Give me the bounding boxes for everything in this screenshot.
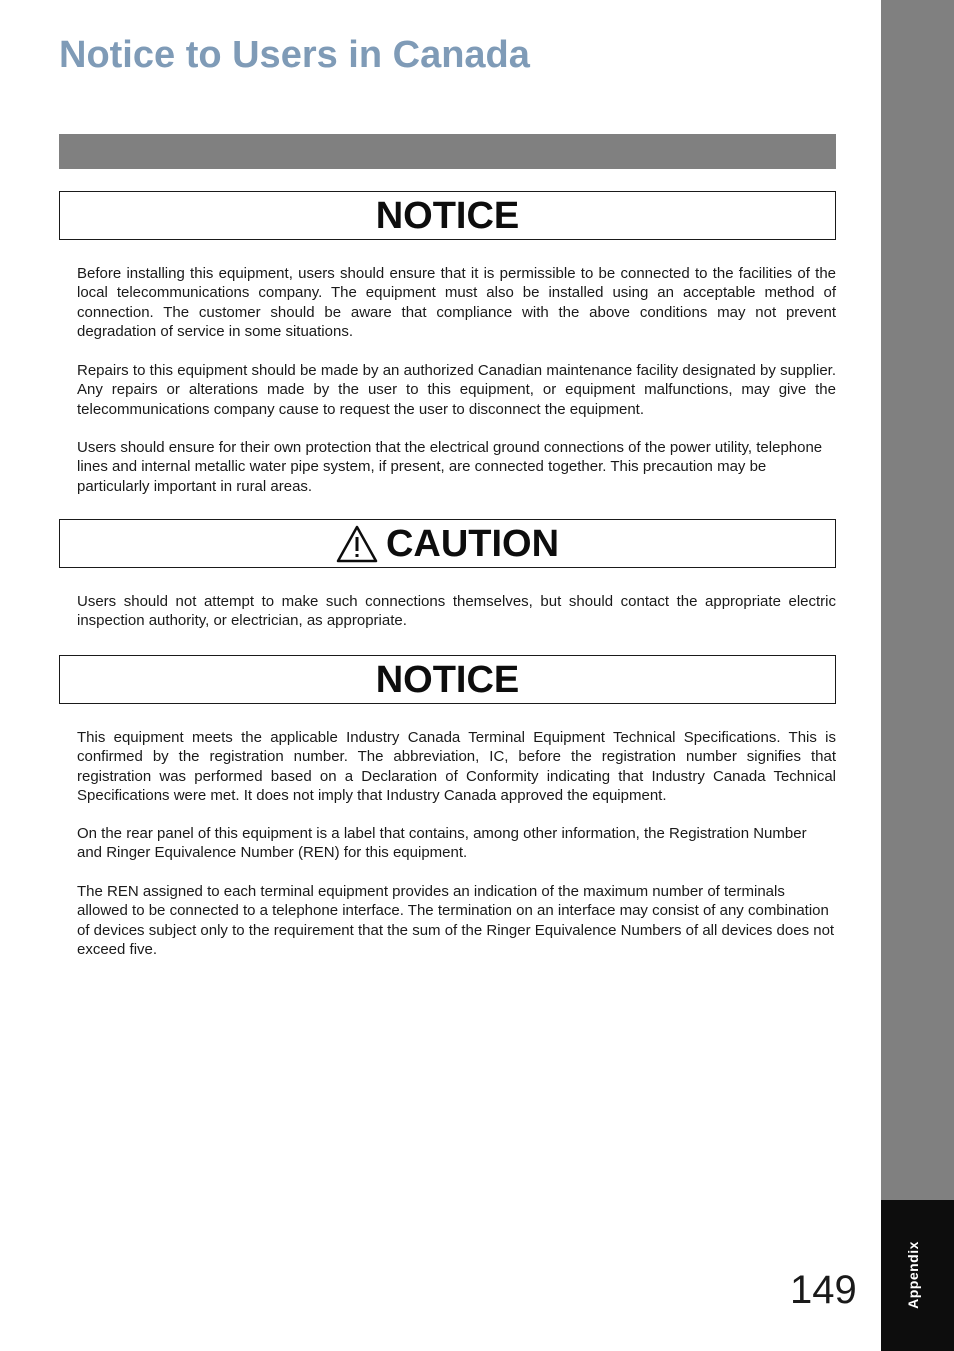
side-tab-label: Appendix: [905, 1241, 921, 1309]
notice1-paragraph-3: Users should ensure for their own protection that the electrical ground connections of the power utility, telephone lines and internal metallic water pipe system, if present, are connected together. This precaution may be particularly important in rural areas.: [77, 439, 823, 495]
page-number: 149: [790, 1268, 857, 1312]
page-title: Notice to Users in Canada: [59, 34, 530, 76]
notice-heading-2: NOTICE: [375, 658, 520, 701]
notice1-paragraph-2: Repairs to this equipment should be made by an authorized Canadian maintenance facility designated by supplier. Any repairs or alterations made by the user to this equipment, or equipment malfunctions, may give the telecommunications company cause to request the user to disconnect the equipment.: [77, 362, 836, 418]
notice1-paragraph-1: Before installing this equipment, users should ensure that it is permissible to be connected to the facilities of the local telecommunications company. The equipment must also be installed using an acceptable method of connection. The customer should be aware that compliance with the above conditions may not prevent degradation of service in some situations.: [77, 265, 836, 340]
notice-heading-1: NOTICE: [375, 194, 520, 237]
notice2-paragraph-3: The REN assigned to each terminal equipment provides an indication of the maximum number of terminals allowed to be connected to a telephone interface. The termination on an interface may consist of any combination of devices subject only to the requirement that the sum of the Ringer Equivalence Numbers of all devices does not exceed five.: [77, 883, 835, 958]
caution-heading: CAUTION: [385, 522, 560, 565]
warning-triangle-icon: [336, 525, 378, 563]
notice-heading-box-2: [59, 655, 836, 704]
notice2-paragraph-1: This equipment meets the applicable Industry Canada Terminal Equipment Technical Specifications. This is confirmed by the registration number. The abbreviation, IC, before the registration number signifies that registration was performed based on a Declaration of Conformity indicating that Industry Canada Technical Specifications were met. It does not imply that Industry Canada approved the equipment.: [77, 729, 836, 804]
header-bar: [59, 134, 836, 169]
caution-heading-box: [59, 519, 836, 568]
notice-heading-box-1: [59, 191, 836, 240]
side-tab: [881, 0, 954, 1351]
caution-paragraph-1: Users should not attempt to make such connections themselves, but should contact the appropriate electric inspection authority, or electrician, as appropriate.: [77, 593, 836, 630]
notice2-paragraph-2: On the rear panel of this equipment is a label that contains, among other information, the Registration Number and Ringer Equivalence Number (REN) for this equipment.: [77, 825, 807, 862]
